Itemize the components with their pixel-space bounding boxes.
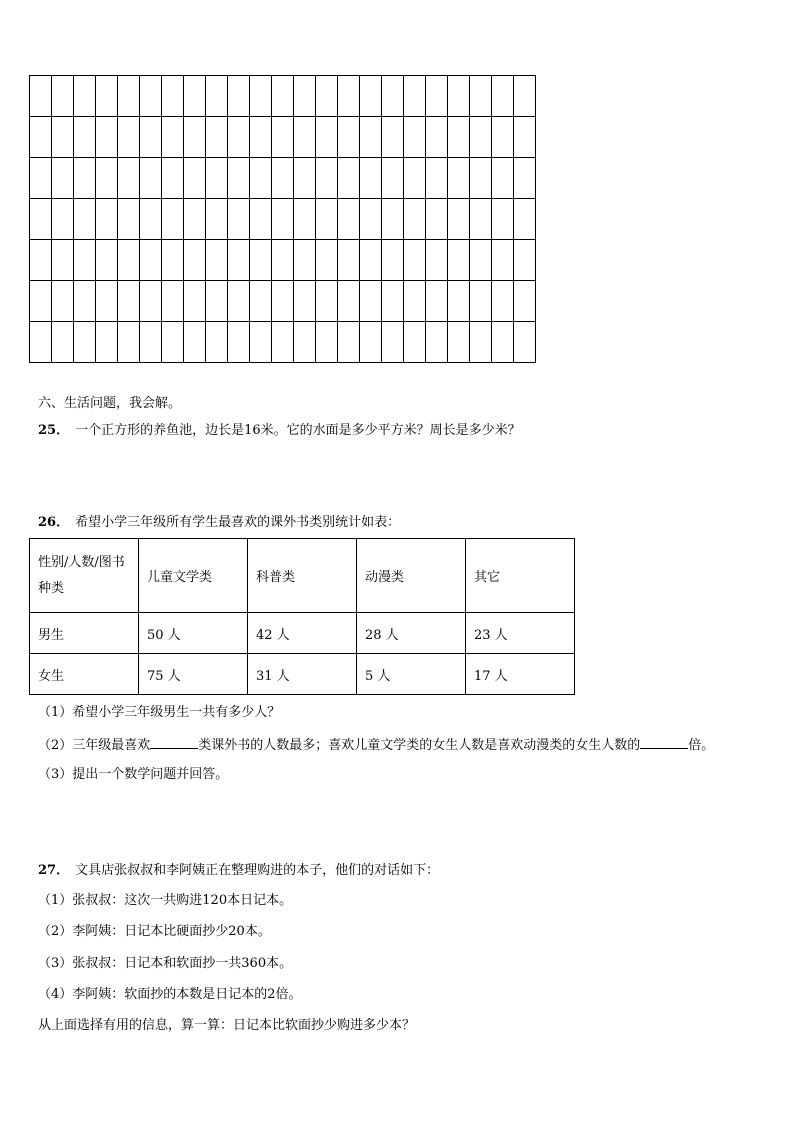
grid-cell[interactable] xyxy=(140,158,162,199)
grid-cell[interactable] xyxy=(338,322,360,363)
grid-cell[interactable] xyxy=(382,117,404,158)
grid-cell[interactable] xyxy=(52,76,74,117)
grid-cell[interactable] xyxy=(426,281,448,322)
grid-cell[interactable] xyxy=(360,199,382,240)
dialogue-item: （4）李阿姨：软面抄的本数是日记本的2倍。 xyxy=(38,987,302,1002)
grid-cell[interactable] xyxy=(228,158,250,199)
grid-cell[interactable] xyxy=(162,117,184,158)
grid-cell[interactable] xyxy=(360,158,382,199)
grid-cell[interactable] xyxy=(250,240,272,281)
grid-cell[interactable] xyxy=(514,158,536,199)
question-26-text: 希望小学三年级所有学生最喜欢的课外书类别统计如表： xyxy=(75,515,401,530)
grid-cell[interactable] xyxy=(184,281,206,322)
grid-cell[interactable] xyxy=(30,322,52,363)
table-row xyxy=(30,654,575,695)
grid-row xyxy=(30,76,536,117)
dialogue-item: （2）李阿姨：日记本比硬面抄少20本。 xyxy=(38,924,271,939)
grid-cell[interactable] xyxy=(492,158,514,199)
question-26-sub1: （1）希望小学三年级男生一共有多少人？ xyxy=(38,705,281,720)
grid-cell[interactable] xyxy=(360,117,382,158)
grid-cell[interactable] xyxy=(316,199,338,240)
question-25 xyxy=(38,423,521,439)
grid-cell[interactable] xyxy=(382,158,404,199)
grid-cell[interactable] xyxy=(382,76,404,117)
grid-cell[interactable] xyxy=(448,322,470,363)
grid-cell[interactable] xyxy=(118,199,140,240)
grid-cell[interactable] xyxy=(338,76,360,117)
grid-cell[interactable] xyxy=(382,240,404,281)
grid-cell[interactable] xyxy=(470,117,492,158)
table-cell: 50 人 xyxy=(139,613,248,654)
grid-cell[interactable] xyxy=(316,158,338,199)
grid-cell[interactable] xyxy=(426,199,448,240)
grid-cell[interactable] xyxy=(404,199,426,240)
grid-cell[interactable] xyxy=(30,117,52,158)
grid-cell[interactable] xyxy=(360,281,382,322)
grid-cell[interactable] xyxy=(470,76,492,117)
question-26-sub2 xyxy=(38,736,714,754)
grid-cell[interactable] xyxy=(30,199,52,240)
grid-cell[interactable] xyxy=(74,322,96,363)
grid-cell[interactable] xyxy=(492,322,514,363)
grid-cell[interactable] xyxy=(74,76,96,117)
question-27-ask: 从上面选择有用的信息，算一算：日记本比软面抄少购进多少本？ xyxy=(38,1018,416,1033)
grid-cell[interactable] xyxy=(448,240,470,281)
grid-cell[interactable] xyxy=(74,158,96,199)
grid-cell[interactable] xyxy=(206,199,228,240)
grid-cell[interactable] xyxy=(250,199,272,240)
grid-cell[interactable] xyxy=(470,158,492,199)
row-label: 女生 xyxy=(30,654,139,695)
grid-cell[interactable] xyxy=(426,158,448,199)
grid-cell[interactable] xyxy=(118,158,140,199)
grid-cell[interactable] xyxy=(404,117,426,158)
grid-cell[interactable] xyxy=(206,322,228,363)
grid-cell[interactable] xyxy=(96,322,118,363)
grid-cell[interactable] xyxy=(338,281,360,322)
table-cell: 17 人 xyxy=(466,654,575,695)
grid-cell[interactable] xyxy=(250,281,272,322)
grid-cell[interactable] xyxy=(272,322,294,363)
grid-cell[interactable] xyxy=(140,322,162,363)
section-6-title: 六、生活问题，我会解。 xyxy=(38,396,182,411)
grid-cell[interactable] xyxy=(52,199,74,240)
grid-cell[interactable] xyxy=(360,322,382,363)
grid-cell[interactable] xyxy=(74,281,96,322)
grid-cell[interactable] xyxy=(250,76,272,117)
grid-cell[interactable] xyxy=(316,76,338,117)
grid-cell[interactable] xyxy=(250,158,272,199)
answer-blank[interactable] xyxy=(640,736,688,749)
column-header: 动漫类 xyxy=(357,539,466,613)
grid-cell[interactable] xyxy=(448,158,470,199)
grid-cell[interactable] xyxy=(228,76,250,117)
grid-cell[interactable] xyxy=(52,240,74,281)
grid-cell[interactable] xyxy=(228,240,250,281)
grid-cell[interactable] xyxy=(272,158,294,199)
grid-cell[interactable] xyxy=(426,240,448,281)
grid-cell[interactable] xyxy=(294,240,316,281)
grid-cell[interactable] xyxy=(250,322,272,363)
grid-cell[interactable] xyxy=(338,240,360,281)
dialogue-item: （1）张叔叔：这次一共购进120本日记本。 xyxy=(38,893,293,908)
grid-cell[interactable] xyxy=(184,76,206,117)
grid-cell[interactable] xyxy=(316,322,338,363)
grid-cell[interactable] xyxy=(118,76,140,117)
grid-cell[interactable] xyxy=(294,322,316,363)
grid-cell[interactable] xyxy=(184,117,206,158)
grid-cell[interactable] xyxy=(30,281,52,322)
grid-cell[interactable] xyxy=(118,240,140,281)
grid-cell[interactable] xyxy=(272,199,294,240)
grid-cell[interactable] xyxy=(52,158,74,199)
grid-cell[interactable] xyxy=(360,76,382,117)
grid-cell[interactable] xyxy=(162,76,184,117)
grid-cell[interactable] xyxy=(96,281,118,322)
grid-cell[interactable] xyxy=(250,117,272,158)
grid-cell[interactable] xyxy=(316,117,338,158)
sub2-text-b: 类课外书的人数最多；喜欢儿童文学类的女生人数是喜欢动漫类的女生人数的 xyxy=(198,738,641,753)
grid-cell[interactable] xyxy=(96,240,118,281)
grid-cell[interactable] xyxy=(404,240,426,281)
grid-cell[interactable] xyxy=(96,76,118,117)
question-26-sub3: （3）提出一个数学问题并回答。 xyxy=(38,767,229,782)
grid-cell[interactable] xyxy=(514,281,536,322)
grid-cell[interactable] xyxy=(448,117,470,158)
grid-cell[interactable] xyxy=(30,240,52,281)
table-cell: 75 人 xyxy=(139,654,248,695)
table-header-row xyxy=(30,539,575,613)
question-27-number: 27． xyxy=(38,863,70,878)
grid-cell[interactable] xyxy=(338,199,360,240)
table-cell: 42 人 xyxy=(248,613,357,654)
grid-cell[interactable] xyxy=(448,76,470,117)
grid-cell[interactable] xyxy=(228,281,250,322)
grid-cell[interactable] xyxy=(96,199,118,240)
grid-cell[interactable] xyxy=(448,281,470,322)
dialogue-item: （3）张叔叔：日记本和软面抄一共360本。 xyxy=(38,956,293,971)
grid-cell[interactable] xyxy=(470,199,492,240)
sub2-text-a: （2）三年级最喜欢 xyxy=(38,738,151,753)
grid-cell[interactable] xyxy=(404,281,426,322)
grid-cell[interactable] xyxy=(140,76,162,117)
column-header: 儿童文学类 xyxy=(139,539,248,613)
grid-cell[interactable] xyxy=(294,117,316,158)
question-27-text: 文具店张叔叔和李阿姨正在整理购进的本子，他们的对话如下： xyxy=(75,863,440,878)
column-header: 其它 xyxy=(466,539,575,613)
grid-cell[interactable] xyxy=(162,240,184,281)
grid-cell[interactable] xyxy=(184,199,206,240)
grid-cell[interactable] xyxy=(140,117,162,158)
table-cell: 5 人 xyxy=(357,654,466,695)
table-cell: 28 人 xyxy=(357,613,466,654)
grid-cell[interactable] xyxy=(404,322,426,363)
grid-cell[interactable] xyxy=(448,199,470,240)
grid-cell[interactable] xyxy=(206,158,228,199)
grid-cell[interactable] xyxy=(382,199,404,240)
grid-cell[interactable] xyxy=(360,240,382,281)
sub2-text-c: 倍。 xyxy=(688,738,715,753)
grid-cell[interactable] xyxy=(492,199,514,240)
grid-row xyxy=(30,199,536,240)
column-header: 科普类 xyxy=(248,539,357,613)
grid-cell[interactable] xyxy=(426,322,448,363)
grid-cell[interactable] xyxy=(294,158,316,199)
grid-cell[interactable] xyxy=(184,158,206,199)
grid-cell[interactable] xyxy=(74,117,96,158)
table-cell: 31 人 xyxy=(248,654,357,695)
grid-cell[interactable] xyxy=(514,322,536,363)
grid-cell[interactable] xyxy=(338,117,360,158)
question-26 xyxy=(38,515,400,531)
grid-row xyxy=(30,240,536,281)
grid-cell[interactable] xyxy=(118,322,140,363)
grid-cell[interactable] xyxy=(492,240,514,281)
grid-cell[interactable] xyxy=(514,76,536,117)
grid-cell[interactable] xyxy=(140,199,162,240)
grid-cell[interactable] xyxy=(272,240,294,281)
grid-cell[interactable] xyxy=(228,322,250,363)
grid-cell[interactable] xyxy=(404,76,426,117)
grid-cell[interactable] xyxy=(162,199,184,240)
grid-cell[interactable] xyxy=(404,158,426,199)
grid-cell[interactable] xyxy=(382,322,404,363)
grid-cell[interactable] xyxy=(294,76,316,117)
grid-cell[interactable] xyxy=(316,281,338,322)
grid-cell[interactable] xyxy=(426,117,448,158)
grid-cell[interactable] xyxy=(228,199,250,240)
grid-cell[interactable] xyxy=(30,158,52,199)
grid-cell[interactable] xyxy=(30,76,52,117)
grid-cell[interactable] xyxy=(206,281,228,322)
question-25-text: 一个正方形的养鱼池，边长是16米。它的水面是多少平方米？周长是多少米？ xyxy=(75,423,521,438)
grid-cell[interactable] xyxy=(118,117,140,158)
grid-cell[interactable] xyxy=(52,281,74,322)
grid-cell[interactable] xyxy=(492,76,514,117)
grid-cell[interactable] xyxy=(74,240,96,281)
grid-cell[interactable] xyxy=(162,158,184,199)
answer-blank[interactable] xyxy=(150,736,198,749)
grid-cell[interactable] xyxy=(514,199,536,240)
corner-header-line1: 性别/人数/图书 xyxy=(38,554,125,570)
corner-header-line2: 种类 xyxy=(38,580,65,596)
writing-grid xyxy=(29,75,536,363)
table-corner-header xyxy=(30,539,139,613)
grid-cell[interactable] xyxy=(206,240,228,281)
grid-cell[interactable] xyxy=(492,117,514,158)
grid-cell[interactable] xyxy=(184,322,206,363)
grid-cell[interactable] xyxy=(228,117,250,158)
grid-cell[interactable] xyxy=(52,322,74,363)
question-27 xyxy=(38,863,439,879)
grid-cell[interactable] xyxy=(206,76,228,117)
question-25-number: 25． xyxy=(38,423,70,438)
grid-cell[interactable] xyxy=(74,199,96,240)
grid-cell[interactable] xyxy=(426,76,448,117)
grid-cell[interactable] xyxy=(96,158,118,199)
grid-cell[interactable] xyxy=(294,199,316,240)
grid-cell[interactable] xyxy=(118,281,140,322)
grid-row xyxy=(30,158,536,199)
book-preference-table xyxy=(29,538,575,695)
grid-cell[interactable] xyxy=(140,281,162,322)
grid-cell[interactable] xyxy=(184,240,206,281)
grid-cell[interactable] xyxy=(206,117,228,158)
table-cell: 23 人 xyxy=(466,613,575,654)
grid-cell[interactable] xyxy=(96,117,118,158)
grid-cell[interactable] xyxy=(272,281,294,322)
grid-cell[interactable] xyxy=(492,281,514,322)
grid-cell[interactable] xyxy=(382,281,404,322)
grid-cell[interactable] xyxy=(162,281,184,322)
grid-cell[interactable] xyxy=(470,240,492,281)
table-row xyxy=(30,613,575,654)
grid-cell[interactable] xyxy=(514,117,536,158)
grid-cell[interactable] xyxy=(470,281,492,322)
grid-cell[interactable] xyxy=(514,240,536,281)
grid-cell[interactable] xyxy=(52,117,74,158)
grid-cell[interactable] xyxy=(272,117,294,158)
grid-cell[interactable] xyxy=(470,322,492,363)
grid-cell[interactable] xyxy=(316,240,338,281)
grid-row xyxy=(30,322,536,363)
question-26-number: 26． xyxy=(38,515,70,530)
row-label: 男生 xyxy=(30,613,139,654)
grid-row xyxy=(30,117,536,158)
grid-cell[interactable] xyxy=(294,281,316,322)
grid-row xyxy=(30,281,536,322)
grid-cell[interactable] xyxy=(338,158,360,199)
grid-cell[interactable] xyxy=(162,322,184,363)
grid-cell[interactable] xyxy=(272,76,294,117)
grid-cell[interactable] xyxy=(140,240,162,281)
